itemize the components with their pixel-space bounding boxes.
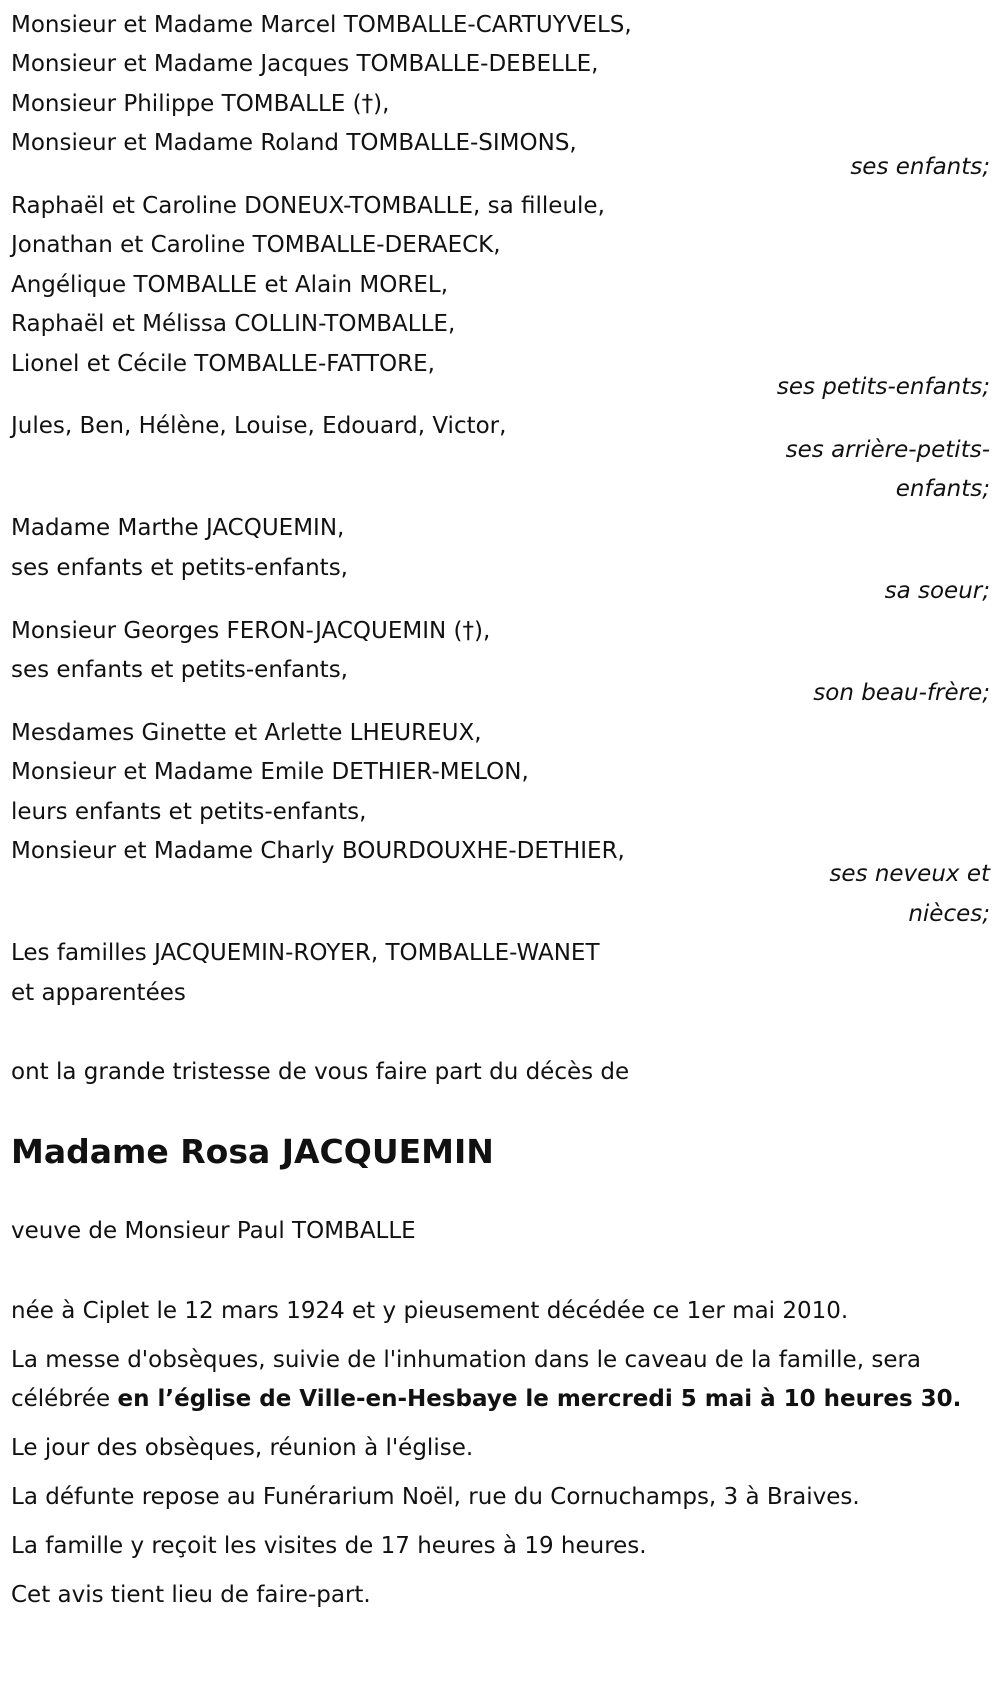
- family-line: ses enfants et petits-enfants,: [11, 554, 348, 581]
- family-group: [11, 187, 990, 407]
- relation-label-line: ses enfants;: [850, 153, 990, 180]
- deceased-name: Madame Rosa JACQUEMIN: [11, 1132, 494, 1172]
- family-line: ses enfants et petits-enfants,: [11, 657, 348, 684]
- family-line: Monsieur et Madame Jacques TOMBALLE-DEBELLE,: [11, 51, 599, 78]
- family-line: Mesdames Ginette et Arlette LHEUREUX,: [11, 719, 482, 746]
- relation-label-line: ses petits-enfants;: [776, 373, 990, 400]
- announcement-text: ont la grande tristesse de vous faire part du décès de: [11, 1058, 630, 1085]
- family-line: Lionel et Cécile TOMBALLE-FATTORE,: [11, 350, 435, 377]
- family-line: Monsieur et Madame Marcel TOMBALLE-CARTUYVELS,: [11, 12, 632, 38]
- family-line: leurs enfants et petits-enfants,: [11, 798, 367, 825]
- visits-text: La famille y reçoit les visites de 17 heures à 19 heures.: [11, 1532, 647, 1559]
- family-line: Monsieur et Madame Emile DETHIER-MELON,: [11, 759, 529, 786]
- family-line: Raphaël et Caroline DONEUX-TOMBALLE, sa filleule,: [11, 192, 605, 219]
- family-line: Jules, Ben, Hélène, Louise, Edouard, Victor,: [11, 413, 507, 440]
- birth-death-text: née à Ciplet le 12 mars 1924 et y pieusement décédée ce 1er mai 2010.: [11, 1297, 849, 1324]
- relation-label-line: enfants;: [895, 476, 990, 503]
- relation-label-line: son beau-frère;: [813, 680, 990, 707]
- family-line: Jonathan et Caroline TOMBALLE-DERAECK,: [11, 232, 501, 259]
- rest-place-text: La défunte repose au Funérarium Noël, rue du Cornuchamps, 3 à Braives.: [11, 1483, 860, 1510]
- family-group: [11, 934, 990, 1013]
- family-line: Monsieur et Madame Charly BOURDOUXHE-DETHIER,: [11, 837, 625, 864]
- notice-text: Cet avis tient lieu de faire-part.: [11, 1581, 371, 1608]
- funeral-location-time: en l’église de Ville-en-Hesbaye le mercredi 5 mai à 10 heures 30.: [117, 1385, 962, 1412]
- family-line: Madame Marthe JACQUEMIN,: [11, 515, 345, 542]
- family-line: Les familles JACQUEMIN-ROYER, TOMBALLE-WANET: [11, 940, 600, 967]
- family-list: [11, 6, 990, 1013]
- relation-label-line: ses arrière-petits-: [785, 436, 990, 463]
- relation-label-line: nièces;: [908, 900, 990, 927]
- family-group: [11, 714, 990, 934]
- relation-label-line: ses neveux et: [829, 861, 990, 888]
- relation-label-line: sa soeur;: [884, 578, 990, 605]
- family-group: [11, 407, 990, 509]
- funeral-intro: La messe d'obsèques, suivie de l'inhumation dans le caveau de la famille, sera célébrée: [11, 1346, 922, 1412]
- funeral-text: [11, 1341, 990, 1419]
- family-group: [11, 6, 990, 187]
- widow-of-text: veuve de Monsieur Paul TOMBALLE: [11, 1218, 416, 1245]
- family-line: Monsieur Philippe TOMBALLE (†),: [11, 90, 390, 117]
- family-group: [11, 509, 990, 611]
- family-line: et apparentées: [11, 979, 186, 1006]
- family-line: Raphaël et Mélissa COLLIN-TOMBALLE,: [11, 311, 456, 338]
- meeting-text: Le jour des obsèques, réunion à l'église.: [11, 1434, 474, 1461]
- family-line: Monsieur et Madame Roland TOMBALLE-SIMONS,: [11, 130, 577, 157]
- family-line: Angélique TOMBALLE et Alain MOREL,: [11, 271, 449, 298]
- family-group: [11, 612, 990, 714]
- family-line: Monsieur Georges FERON-JACQUEMIN (†),: [11, 617, 491, 644]
